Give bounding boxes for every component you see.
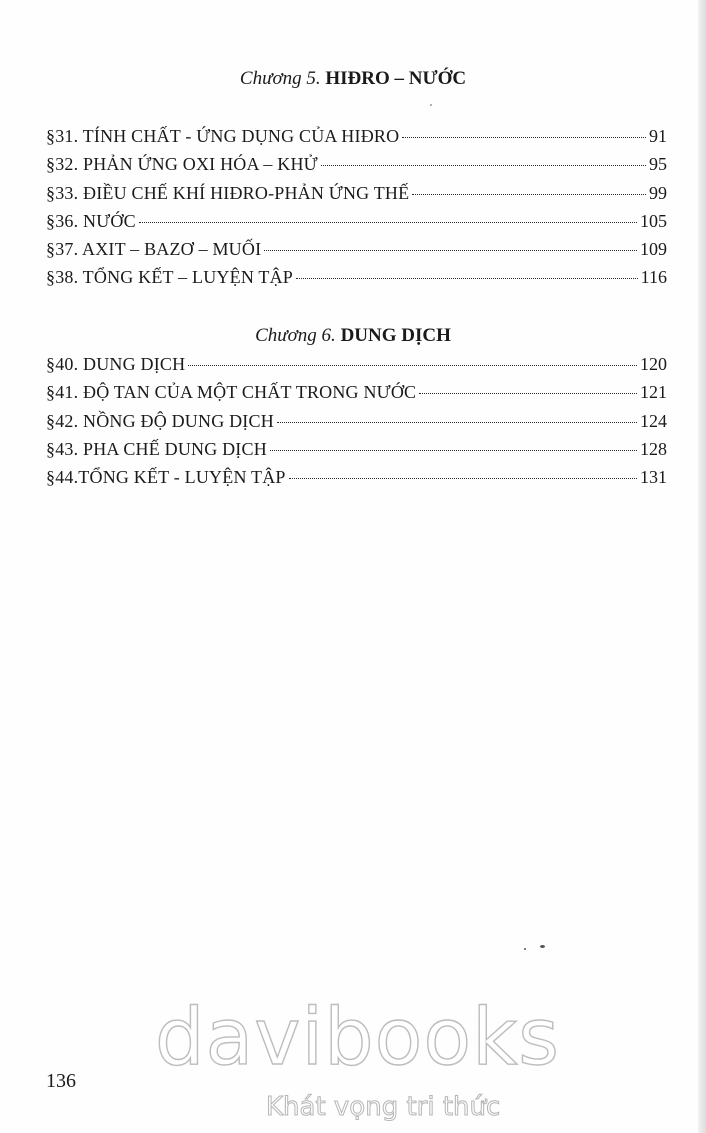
entry-title: §42. NỒNG ĐỘ DUNG DỊCH (46, 410, 274, 431)
ink-speck (430, 104, 432, 106)
dot-leader (296, 277, 638, 279)
watermark-brand: davibooks (155, 993, 560, 1083)
toc-list (46, 124, 667, 294)
toc-entry (46, 265, 667, 293)
entry-title: §44.TỔNG KẾT - LUYỆN TẬP (46, 467, 286, 488)
page-number: 136 (46, 1070, 76, 1092)
entry-page: 116 (640, 267, 667, 288)
entry-title: §36. NƯỚC (46, 210, 136, 231)
dot-leader (139, 221, 637, 223)
entry-page: 99 (649, 182, 667, 203)
watermark-tagline: Khát vọng tri thức (266, 1092, 501, 1122)
dot-leader (270, 449, 637, 451)
toc-entry (46, 437, 667, 465)
toc-entry (46, 409, 667, 437)
page-edge (698, 0, 706, 1133)
toc-entry (46, 124, 667, 152)
dot-leader (402, 136, 646, 138)
chapter-label: Chương 5. (239, 68, 321, 89)
dot-leader (419, 392, 637, 394)
entry-page: 105 (640, 210, 667, 231)
dot-leader (188, 364, 637, 366)
entry-title: §33. ĐIỀU CHẾ KHÍ HIĐRO-PHẢN ỨNG THẾ (46, 182, 410, 203)
dot-leader (321, 164, 646, 166)
entry-page: 124 (640, 410, 667, 431)
entry-page: 120 (640, 354, 667, 374)
chapter-title: DUNG DỊCH (340, 325, 451, 346)
toc-entry (46, 209, 667, 237)
entry-title: §43. PHA CHẾ DUNG DỊCH (46, 438, 267, 459)
toc-entry (46, 465, 667, 493)
toc-entry (46, 352, 667, 380)
toc-entry (46, 380, 667, 408)
entry-page: 131 (640, 467, 667, 488)
chapter-title: HIĐRO – NƯỚC (325, 68, 467, 89)
chapter-heading (0, 325, 706, 347)
dot-leader (412, 193, 646, 195)
entry-title: §31. TÍNH CHẤT - ỨNG DỤNG CỦA HIĐRO (46, 126, 400, 146)
entry-title: §38. TỔNG KẾT – LUYỆN TẬP (46, 267, 293, 288)
toc-list (46, 352, 667, 493)
entry-page: 109 (640, 239, 667, 260)
entry-title: §32. PHẢN ỨNG OXI HÓA – KHỬ (46, 154, 318, 175)
chapter-heading (0, 68, 706, 90)
entry-page: 95 (649, 154, 667, 175)
entry-page: 121 (640, 382, 667, 403)
dot-leader (264, 249, 637, 251)
toc-entry (46, 152, 667, 180)
entry-page: 91 (649, 126, 667, 146)
entry-title: §37. AXIT – BAZƠ – MUỐI (46, 239, 262, 260)
ink-speck (524, 948, 526, 950)
ink-speck (540, 945, 545, 948)
toc-entry (46, 181, 667, 209)
dot-leader (289, 477, 637, 479)
entry-title: §40. DUNG DỊCH (46, 354, 186, 374)
entry-page: 128 (640, 438, 667, 459)
dot-leader (277, 421, 637, 423)
toc-entry (46, 237, 667, 265)
chapter-label: Chương 6. (255, 325, 336, 346)
entry-title: §41. ĐỘ TAN CỦA MỘT CHẤT TRONG NƯỚC (46, 382, 417, 403)
